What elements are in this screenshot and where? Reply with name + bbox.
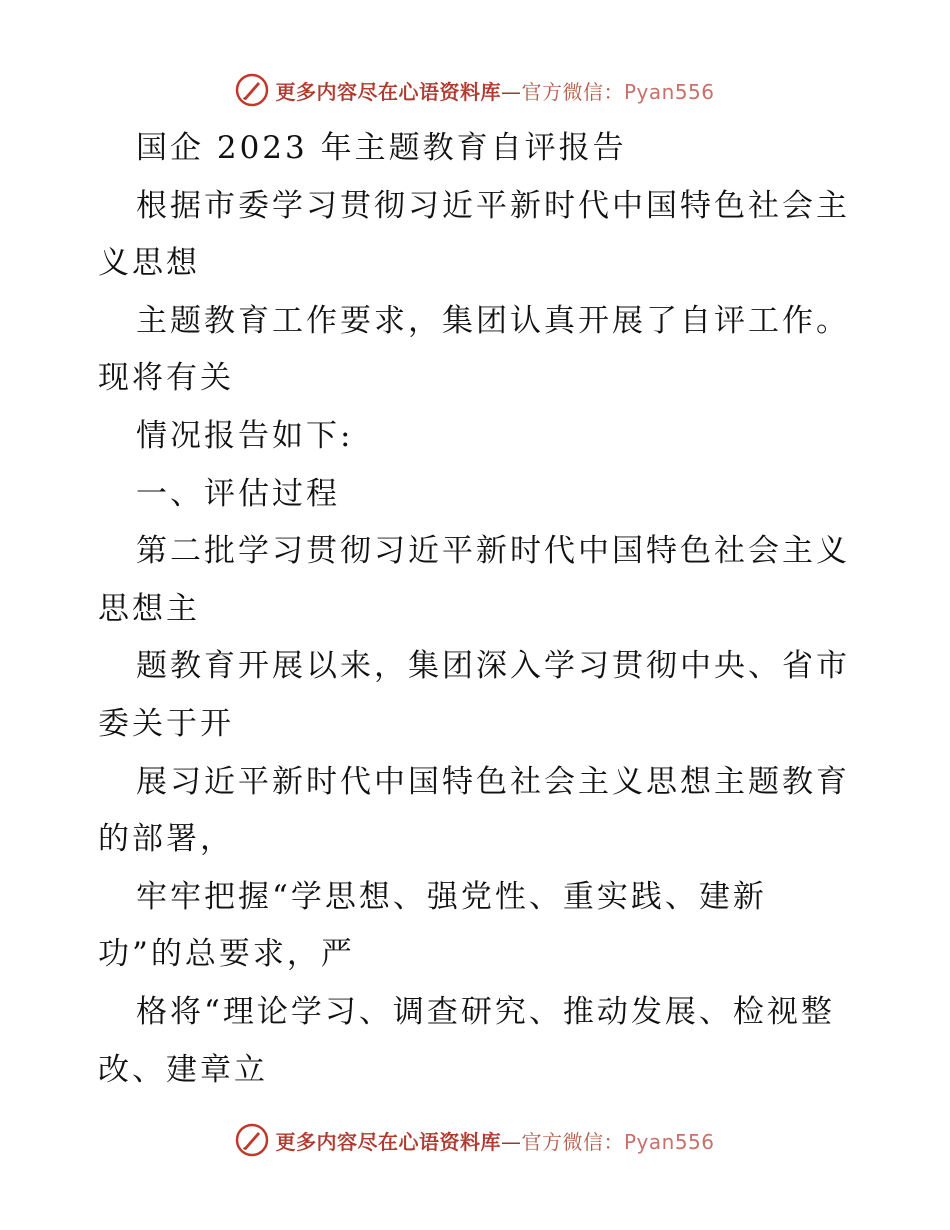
watermark-wechat-label: 官方微信： (521, 1129, 624, 1154)
text-line: 牢牢把握“学思想、强党性、重实践、建新 (136, 878, 767, 915)
text-line: 功”的总要求，严 (98, 936, 355, 973)
text-line: 一、评估过程 (136, 475, 340, 512)
watermark-wechat-id: Pyan556 (623, 1129, 715, 1154)
text-line: 义思想 (98, 245, 200, 282)
text-line: 题教育开展以来，集团深入学习贯彻中央、省市 (136, 648, 850, 685)
watermark-text (275, 76, 714, 105)
document-body (98, 120, 858, 1099)
watermark-wechat-label: 官方微信： (521, 79, 624, 104)
text-line: 根据市委学习贯彻习近平新时代中国特色社会主 (136, 187, 850, 224)
watermark-separator: — (500, 79, 522, 104)
text-line: 委关于开 (98, 705, 234, 742)
text-line: 思想主 (98, 590, 200, 627)
text-line: 第二批学习贯彻习近平新时代中国特色社会主义 (136, 533, 850, 570)
text-line: 的部署， (98, 821, 234, 858)
watermark-separator: — (500, 1129, 522, 1154)
text-line: 改、建章立 (98, 1051, 268, 1088)
text-line: 格将“理论学习、调查研究、推动发展、检视整 (136, 993, 835, 1030)
quill-logo-icon (235, 1123, 269, 1157)
watermark-site: 更多内容尽在心语资料库 (275, 1129, 501, 1154)
footer-watermark (0, 1120, 950, 1160)
watermark-wechat-id: Pyan556 (623, 79, 715, 104)
watermark-site: 更多内容尽在心语资料库 (275, 79, 501, 104)
watermark-text (275, 1126, 714, 1155)
text-line: 展习近平新时代中国特色社会主义思想主题教育 (136, 763, 850, 800)
header-watermark (0, 70, 950, 110)
text-line: 主题教育工作要求，集团认真开展了自评工作。 (136, 302, 850, 339)
text-line: 现将有关 (98, 360, 234, 397)
quill-logo-icon (235, 73, 269, 107)
text-line: 情况报告如下: (136, 417, 354, 454)
document-title: 国企 2023 年主题教育自评报告 (136, 130, 627, 166)
